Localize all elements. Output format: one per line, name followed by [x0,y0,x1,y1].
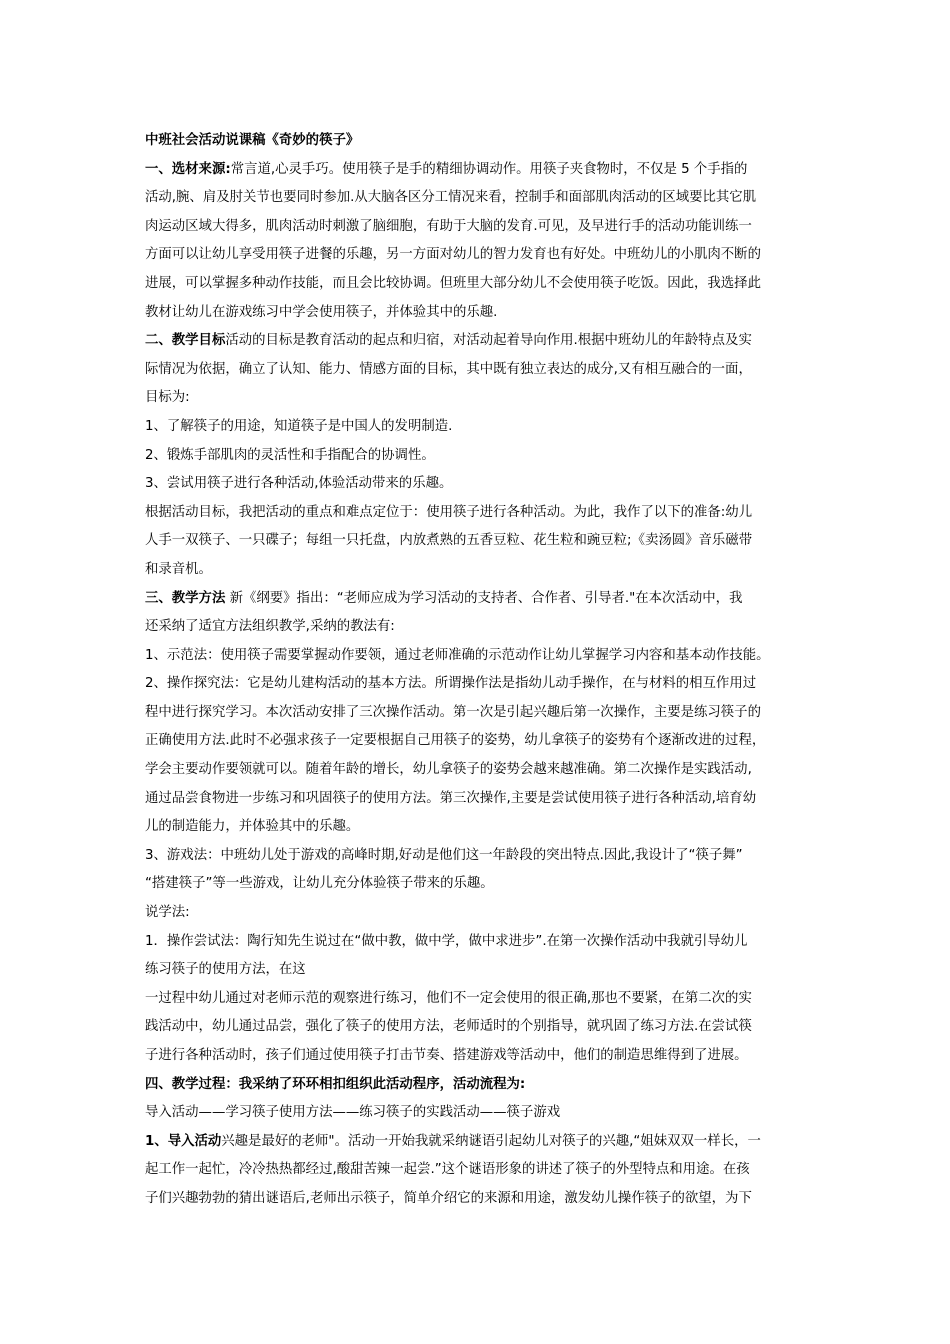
paragraph-line: 和录音机。 [145,561,212,577]
paragraph-line [145,585,815,614]
paragraph-line: 人手一双筷子、一只碟子；每组一只托盘，内放煮熟的五香豆粒、花生粒和豌豆粒;《卖汤圆》音乐磁带 [145,533,753,549]
paragraph-line: 程中进行探究学习。本次活动安排了三次操作活动。第一次是引起兴趣后第一次操作，主要是练习筷子的 [145,704,761,720]
paragraph-line: “搭建筷子”等一些游戏，让幼儿充分体验筷子带来的乐趣。 [145,876,494,892]
section-heading: 二、教学目标 [145,333,226,349]
activity-flow: 导入活动——学习筷子使用方法——练习筷子的实践活动——筷子游戏 [145,1105,561,1121]
paragraph-line: 肉运动区域大得多，肌肉活动时刺激了脑细胞，有助于大脑的发育.可见，及早进行手的活动功能训练一 [145,218,752,234]
method-item: 2、操作探究法：它是幼儿建构活动的基本方法。所谓操作法是指幼儿动手操作，在与材料的相互作用过 [145,676,757,692]
paragraph-line: 活动,腕、肩及肘关节也要同时参加.从大脑各区分工情况来看，控制手和面部肌肉活动的区域要比其它肌 [145,190,757,206]
paragraph-line: 际情况为依据，确立了认知、能力、情感方面的目标，其中既有独立表达的成分,又有相互融合的一面， [145,361,752,377]
document-body [145,127,815,1214]
paragraph-text: 常言道,心灵手巧。使用筷子是手的精细协调动作。用筷子夹食物时，不仅是 5 个手指的 [230,161,748,177]
subsection-heading: 说学法: [145,905,190,921]
section-heading: 一、选材来源: [145,161,231,177]
step-heading: 1、导入活动 [145,1133,222,1149]
paragraph-line: 一过程中幼儿通过对老师示范的观察进行练习，他们不一定会使用的很正确,那也不要紧，在第二次的实 [145,990,752,1006]
paragraph-line: 还采纳了适宜方法组织教学,采纳的教法有: [145,619,395,635]
method-item: 1、示范法：使用筷子需要掌握动作要领，通过老师准确的示范动作让幼儿掌握学习内容和基本动作技能。 [145,647,770,663]
method-item: 3、游戏法：中班幼儿处于游戏的高峰时期,好动是他们这一年龄段的突出特点.因此,我设计了“筷子舞” [145,847,743,863]
paragraph-line: 通过品尝食物进一步练习和巩固筷子的使用方法。第三次操作,主要是尝试使用筷子进行各种活动,培育幼 [145,790,757,806]
goal-item: 2、锻炼手部肌肉的灵活性和手指配合的协调性。 [145,447,435,463]
paragraph-line: 教材让幼儿在游戏练习中学会使用筷子，并体验其中的乐趣. [145,304,498,320]
paragraph-text: 活动的目标是教育活动的起点和归宿，对活动起着导向作用.根据中班幼儿的年龄特点及实 [225,333,752,349]
paragraph-line: 儿的制造能力，并体验其中的乐趣。 [145,819,360,835]
paragraph-line: 子进行各种活动时，孩子们通过使用筷子打击节奏、搭建游戏等活动中，他们的制造思维得到了进展。 [145,1048,748,1063]
study-item: 1．操作尝试法：陶行知先生说过在“做中教，做中学，做中求进步”.在第一次操作活动中我就引导幼儿 [145,933,748,949]
paragraph-line [145,327,815,356]
paragraph-line: 正确使用方法.此时不必强求孩子一定要根据自己用筷子的姿势，幼儿拿筷子的姿势有个逐渐改进的过程， [145,733,766,749]
goal-item: 1、了解筷子的用途，知道筷子是中国人的发明制造. [145,418,453,434]
document-title: 中班社会活动说课稿《奇妙的筷子》 [145,133,360,148]
section-heading: 三、教学方法 [145,590,226,606]
paragraph-text: 兴趣是最好的老师"。活动一开始我就采纳谜语引起幼儿对筷子的兴趣,“姐妹双双一样长，一 [221,1133,761,1149]
paragraph-line: 子们兴趣勃勃的猜出谜语后,老师出示筷子，简单介绍它的来源和用途，激发幼儿操作筷子的欲望，为下 [145,1190,752,1206]
paragraph-line: 起工作一起忙，冷冷热热都经过,酸甜苦辣一起尝.”这个谜语形象的讲述了筷子的外型特点和用途。在孩 [145,1162,750,1178]
goal-item: 3、尝试用筷子进行各种活动,体验活动带来的乐趣。 [145,476,453,492]
section-heading: 四、教学过程：我采纳了环环相扣组织此活动程序，活动流程为: [145,1076,526,1092]
paragraph-line: 根据活动目标，我把活动的重点和难点定位于：使用筷子进行各种活动。为此，我作了以下的准备:幼儿 [145,504,753,520]
paragraph-line: 进展，可以掌握多种动作技能，而且会比较协调。但班里大部分幼儿不会使用筷子吃饭。因此，我选择此 [145,275,761,291]
paragraph-line [145,1128,815,1157]
paragraph-line: 学会主要动作要领就可以。随着年龄的增长，幼儿拿筷子的姿势会越来越准确。第二次操作是实践活动, [145,762,752,778]
paragraph-line: 目标为: [145,390,190,406]
paragraph-text: 新《纲要》指出：“老师应成为学习活动的支持者、合作者、引导者."在本次活动中，我 [225,590,743,606]
paragraph-line: 方面可以让幼儿享受用筷子进餐的乐趣，另一方面对幼儿的智力发育也有好处。中班幼儿的小肌肉不断的 [145,247,761,263]
paragraph-line: 练习筷子的使用方法，在这 [145,962,306,978]
paragraph-line [145,156,815,185]
paragraph-line: 践活动中，幼儿通过品尝，强化了筷子的使用方法，老师适时的个别指导，就巩固了练习方法.在尝试筷 [145,1019,752,1035]
